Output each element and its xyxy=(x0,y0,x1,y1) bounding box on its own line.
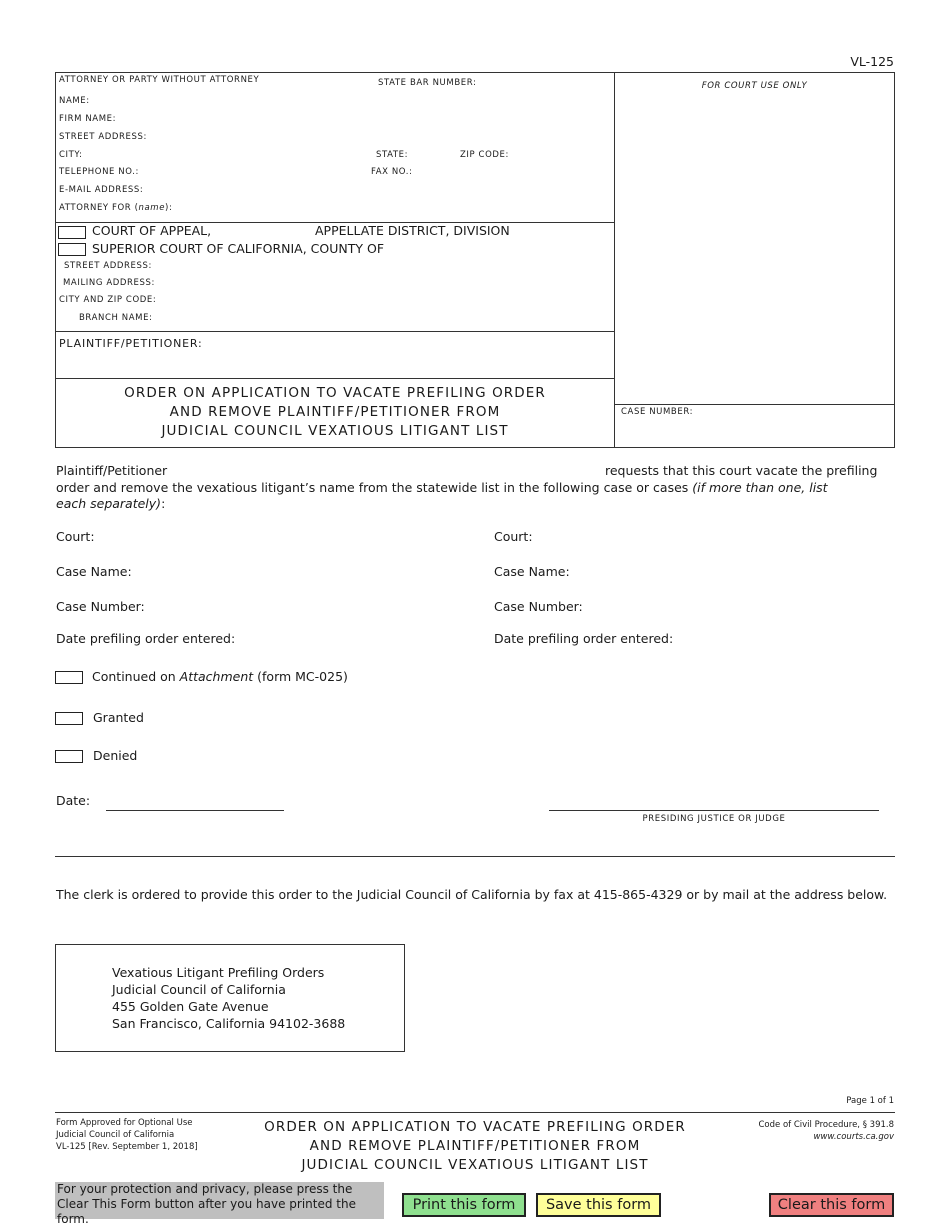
denied-checkbox[interactable] xyxy=(55,750,83,763)
footer-citation: Code of Civil Procedure, § 391.8 www.courts.ca.gov xyxy=(758,1120,894,1142)
court-of-appeal-label: COURT OF APPEAL, xyxy=(92,223,212,238)
city-zip-label: CITY AND ZIP CODE: xyxy=(59,295,157,305)
form-title: ORDER ON APPLICATION TO VACATE PREFILING ORDER AND REMOVE PLAINTIFF/PETITIONER FROM JUDICIAL COUNCIL VEXATIOUS LITIGANT LIST xyxy=(124,385,546,439)
court-use-label: FOR COURT USE ONLY xyxy=(701,81,808,91)
appellate-district-label: APPELLATE DISTRICT, DIVISION xyxy=(315,223,510,238)
date-entered-label-1: Date prefiling order entered: xyxy=(56,631,236,646)
page-number: Page 1 of 1 xyxy=(846,1096,894,1106)
court-street-label: STREET ADDRESS: xyxy=(64,261,152,271)
print-form-button[interactable]: Print this form xyxy=(402,1193,526,1217)
footer-approval: Form Approved for Optional Use Judicial Council of California VL-125 [Rev. September 1, 2018] xyxy=(56,1118,198,1152)
case-number-label-1: Case Number: xyxy=(56,599,145,614)
branch-name-label: BRANCH NAME: xyxy=(79,313,153,323)
mailing-address-label: MAILING ADDRESS: xyxy=(63,278,155,288)
firm-name-label: FIRM NAME: xyxy=(59,114,117,124)
city-label: CITY: xyxy=(59,150,83,160)
granted-checkbox[interactable] xyxy=(55,712,83,725)
save-form-button[interactable]: Save this form xyxy=(536,1193,661,1217)
street-address-label: STREET ADDRESS: xyxy=(59,132,147,142)
date-label: Date: xyxy=(56,793,91,808)
mailing-address: Vexatious Litigant Prefiling Orders Judicial Council of California 455 Golden Gate Avenue San Francisco, California 94102-3688 xyxy=(112,965,346,1031)
telephone-label: TELEPHONE NO.: xyxy=(59,167,139,177)
continued-attachment-label: Continued on Attachment (form MC-025) xyxy=(92,669,348,684)
form-id: VL-125 xyxy=(850,54,894,69)
denied-label: Denied xyxy=(93,748,138,763)
continued-attachment-checkbox[interactable] xyxy=(55,671,83,684)
request-continuation: order and remove the vexatious litigant’s name from the statewide list in the following case or cases (if more than one, list each separately): xyxy=(56,480,828,511)
privacy-note: For your protection and privacy, please press the Clear This Form button after you have printed the form. xyxy=(55,1182,384,1219)
state-bar-label: STATE BAR NUMBER: xyxy=(378,78,477,88)
court-label-1: Court: xyxy=(56,529,95,544)
court-of-appeal-checkbox[interactable] xyxy=(58,226,86,239)
case-name-label-2: Case Name: xyxy=(494,564,570,579)
clear-form-button[interactable]: Clear this form xyxy=(769,1193,894,1217)
case-number-label-2: Case Number: xyxy=(494,599,583,614)
case-name-label-1: Case Name: xyxy=(56,564,132,579)
footer-title: ORDER ON APPLICATION TO VACATE PREFILING ORDER AND REMOVE PLAINTIFF/PETITIONER FROM JUDICIAL COUNCIL VEXATIOUS LITIGANT LIST xyxy=(264,1119,686,1173)
judge-label: PRESIDING JUSTICE OR JUDGE xyxy=(642,814,786,824)
request-mid: requests that this court vacate the prefiling xyxy=(605,463,878,478)
granted-label: Granted xyxy=(93,710,144,725)
signature-line[interactable] xyxy=(549,810,879,811)
superior-court-checkbox[interactable] xyxy=(58,243,86,256)
date-entered-label-2: Date prefiling order entered: xyxy=(494,631,674,646)
state-label: STATE: xyxy=(376,150,409,160)
divider xyxy=(55,856,895,857)
court-label-2: Court: xyxy=(494,529,533,544)
name-label: NAME: xyxy=(59,96,90,106)
fax-label: FAX NO.: xyxy=(371,167,413,177)
clerk-order: The clerk is ordered to provide this order to the Judicial Council of California by fax at 415-865-4329 or by mail at the address below. xyxy=(56,887,888,902)
superior-court-label: SUPERIOR COURT OF CALIFORNIA, COUNTY OF xyxy=(92,241,385,256)
attorney-header: ATTORNEY OR PARTY WITHOUT ATTORNEY xyxy=(59,75,260,85)
email-label: E-MAIL ADDRESS: xyxy=(59,185,144,195)
date-input-line[interactable] xyxy=(106,810,284,811)
attorney-for-label: ATTORNEY FOR (name): xyxy=(59,203,173,213)
request-start: Plaintiff/Petitioner xyxy=(56,463,168,478)
case-number-label: CASE NUMBER: xyxy=(621,407,694,417)
zip-label: ZIP CODE: xyxy=(460,150,509,160)
plaintiff-label: PLAINTIFF/PETITIONER: xyxy=(59,337,203,350)
